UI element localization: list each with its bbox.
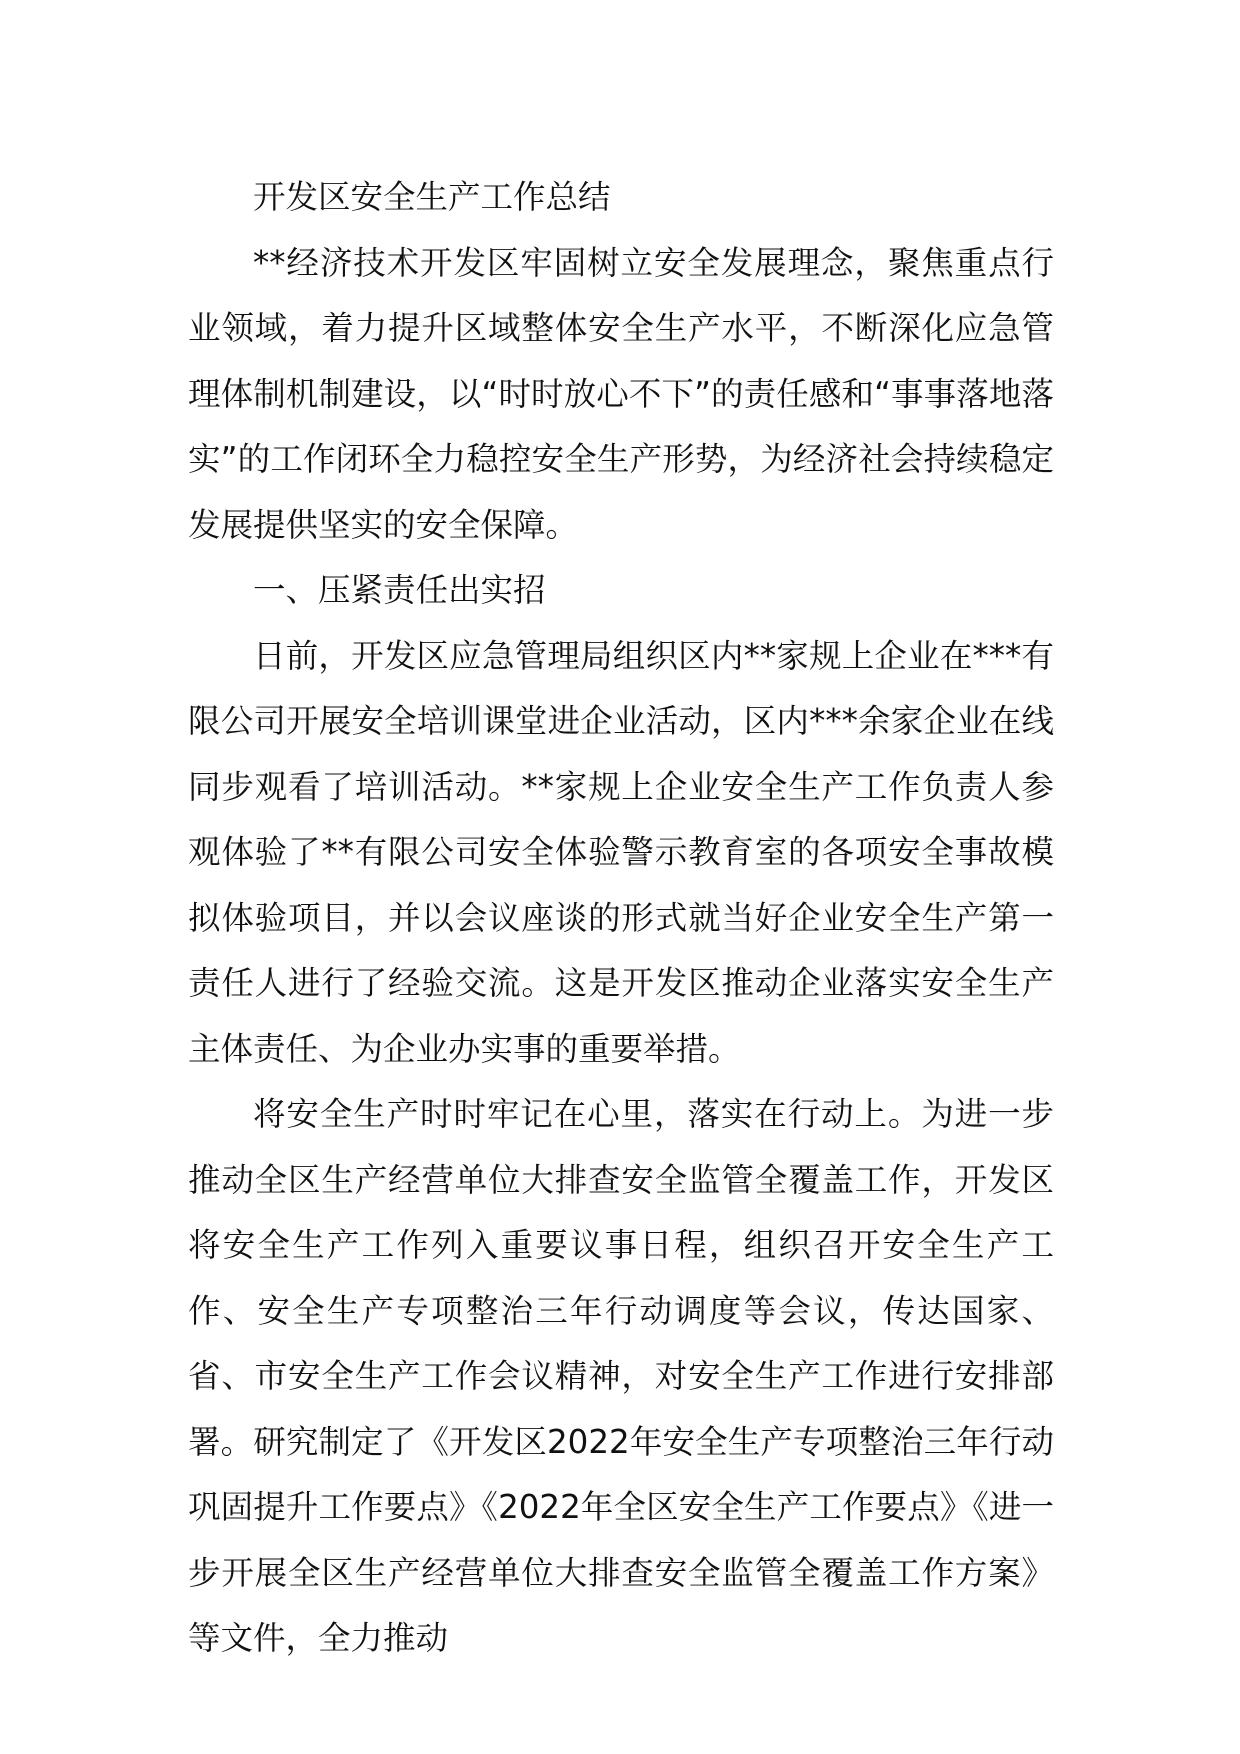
paragraph-training: 日前，开发区应急管理局组织区内**家规上企业在***有限公司开展安全培训课堂进企业活动，区内***余家企业在线同步观看了培训活动。**家规上企业安全生产工作负责人参观体验了**有限公司安全体验警示教育室的各项安全事故模拟体验项目，并以会议座谈的形式就当好企业安全生产第一责任人进行了经验交流。这是开发区推动企业落实安全生产主体责任、为企业办实事的重要举措。 [188,636,1054,1068]
paragraph-intro: **经济技术开发区牢固树立安全发展理念，聚焦重点行业领域，着力提升区域整体安全生产水平，不断深化应急管理体制机制建设，以“时时放心不下”的责任感和“事事落地落实”的工作闭环全力稳控安全生产形势，为经济社会持续稳定发展提供坚实的安全保障。 [188,243,1054,544]
section-heading-1: 一、压紧责任出实招 [253,571,546,609]
document-title: 开发区安全生产工作总结 [253,178,611,216]
document-page [188,165,1054,1672]
paragraph-measures: 将安全生产时时牢记在心里，落实在行动上。为进一步推动全区生产经营单位大排查安全监管全覆盖工作，开发区将安全生产工作列入重要议事日程，组织召开安全生产工作、安全生产专项整治三年行动调度等会议，传达国家、省、市安全生产工作会议精神，对安全生产工作进行安排部署。研究制定了《开发区2022年安全生产专项整治三年行动巩固提升工作要点》《2022年全区安全生产工作要点》《进一步开展全区生产经营单位大排查安全监管全覆盖工作方案》等文件，全力推动 [188,1095,1054,1657]
